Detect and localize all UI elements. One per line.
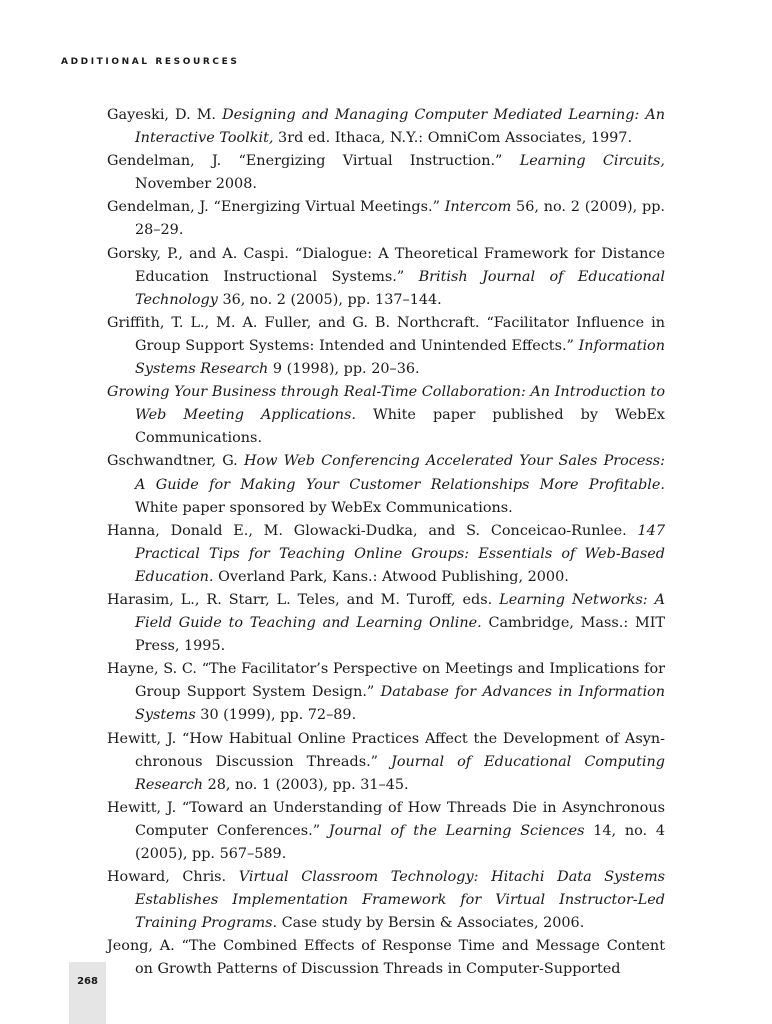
reference-text: Hayne, S. C. “The Facilitator’s Perspective on Meetings and Implications for Group Support System Design.” [107,661,665,701]
reference-text: Jeong, A. “The Combined Effects of Response Time and Message Content on Growth Patterns of Discussion Threads in Computer-Supported [107,938,665,978]
folio-tab [69,962,106,1024]
reference-text: Harasim, L., R. Starr, L. Teles, and M. Turoff, eds. [107,591,500,608]
reference-text: Hewitt, J. “How Habitual Online Practices Affect the Development of Asynchronous Discussion Threads.” [107,730,665,770]
reference-text: Gendelman, J. “Energizing Virtual Instruction.” [107,153,520,170]
reference-entry [107,150,665,196]
reference-text: November 2008. [135,176,257,193]
reference-entry [107,104,665,150]
reference-title: Journal of the Learning Sciences [328,822,585,839]
reference-text: White paper published by WebEx Communications. [135,407,665,447]
reference-text: Overland Park, Kans.: Atwood Publishing, 2000. [213,568,569,585]
reference-title: How Web Conferencing Accelerated Your Sales Process: A Guide for Making Your Customer Relationships More Profitable. [135,453,665,493]
reference-text: Case study by Bersin & Associates, 2006. [277,915,585,932]
reference-text: Cambridge, Mass.: MIT Press, 1995. [135,615,665,655]
reference-text: Gorsky, P., and A. Caspi. “Dialogue: A Theoretical Framework for Distance Education Instructional Systems.” [107,245,665,285]
reference-entry [107,196,665,242]
reference-entry [107,728,665,797]
reference-text: 36, no. 2 (2005), pp. 137–144. [217,291,442,308]
reference-title: Database for Advances in Information Systems [135,684,665,724]
reference-list [107,104,665,982]
reference-entry [107,658,665,727]
reference-text: Howard, Chris. [107,869,239,886]
page-number: 268 [77,976,98,987]
reference-text: Gschwandtner, G. [107,453,244,470]
running-head: ADDITIONAL RESOURCES [61,57,240,67]
reference-entry [107,243,665,312]
reference-text: 28, no. 1 (2003), pp. 31–45. [203,776,409,793]
reference-entry [107,450,665,519]
reference-title: Growing Your Business through Real-Time Collaboration: An Introduction to Web Meeting Applications. [107,384,665,424]
reference-entry [107,520,665,589]
reference-title: 147 Practical Tips for Teaching Online Groups: Essentials of Web-Based Education. [135,522,665,585]
reference-title: British Journal of Educational Technology [135,268,665,308]
reference-entry [107,866,665,935]
reference-text: 14, no. 4 (2005), pp. 567–589. [135,822,665,862]
reference-title: Learning Networks: A Field Guide to Teaching and Learning Online. [135,591,665,632]
reference-title: Learning Circuits, [519,153,666,170]
reference-entry [107,589,665,658]
reference-text: Gendelman, J. “Energizing Virtual Meetings.” [107,199,445,216]
reference-text: 3rd ed. Ithaca, N.Y.: OmniCom Associates, 1997. [273,130,633,147]
reference-text: 30 (1999), pp. 72–89. [195,707,357,724]
reference-entry [107,935,665,981]
reference-text: Hewitt, J. “Toward an Understanding of How Threads Die in Asynchronous Computer Conferences.” [107,799,665,839]
reference-entry [107,381,665,450]
reference-text: Hanna, Donald E., M. Glowacki-Dudka, and S. Conceicao-Runlee. [107,522,638,539]
reference-entry [107,312,665,381]
reference-title: Information Systems Research [135,337,665,378]
reference-entry [107,797,665,866]
reference-title: Designing and Managing Computer Mediated Learning: An Interactive Toolkit, [135,107,665,147]
reference-title: Intercom [444,199,512,216]
reference-text: Gayeski, D. M. [107,107,223,123]
reference-title: Virtual Classroom Technology: Hitachi Data Systems Establishes Implementation Framework for Virtual Instructor-Led Training Programs. [135,869,665,932]
reference-text: 56, no. 2 (2009), pp. 28–29. [135,199,665,239]
reference-text: White paper sponsored by WebEx Communications. [135,499,513,516]
reference-title: Journal of Educational Computing Research [135,753,665,793]
reference-text: Griffith, T. L., M. A. Fuller, and G. B. Northcraft. “Facilitator Influence in Group Support Systems: Intended and Unintended Effects.” [107,314,665,354]
reference-text: 9 (1998), pp. 20–36. [268,361,420,378]
